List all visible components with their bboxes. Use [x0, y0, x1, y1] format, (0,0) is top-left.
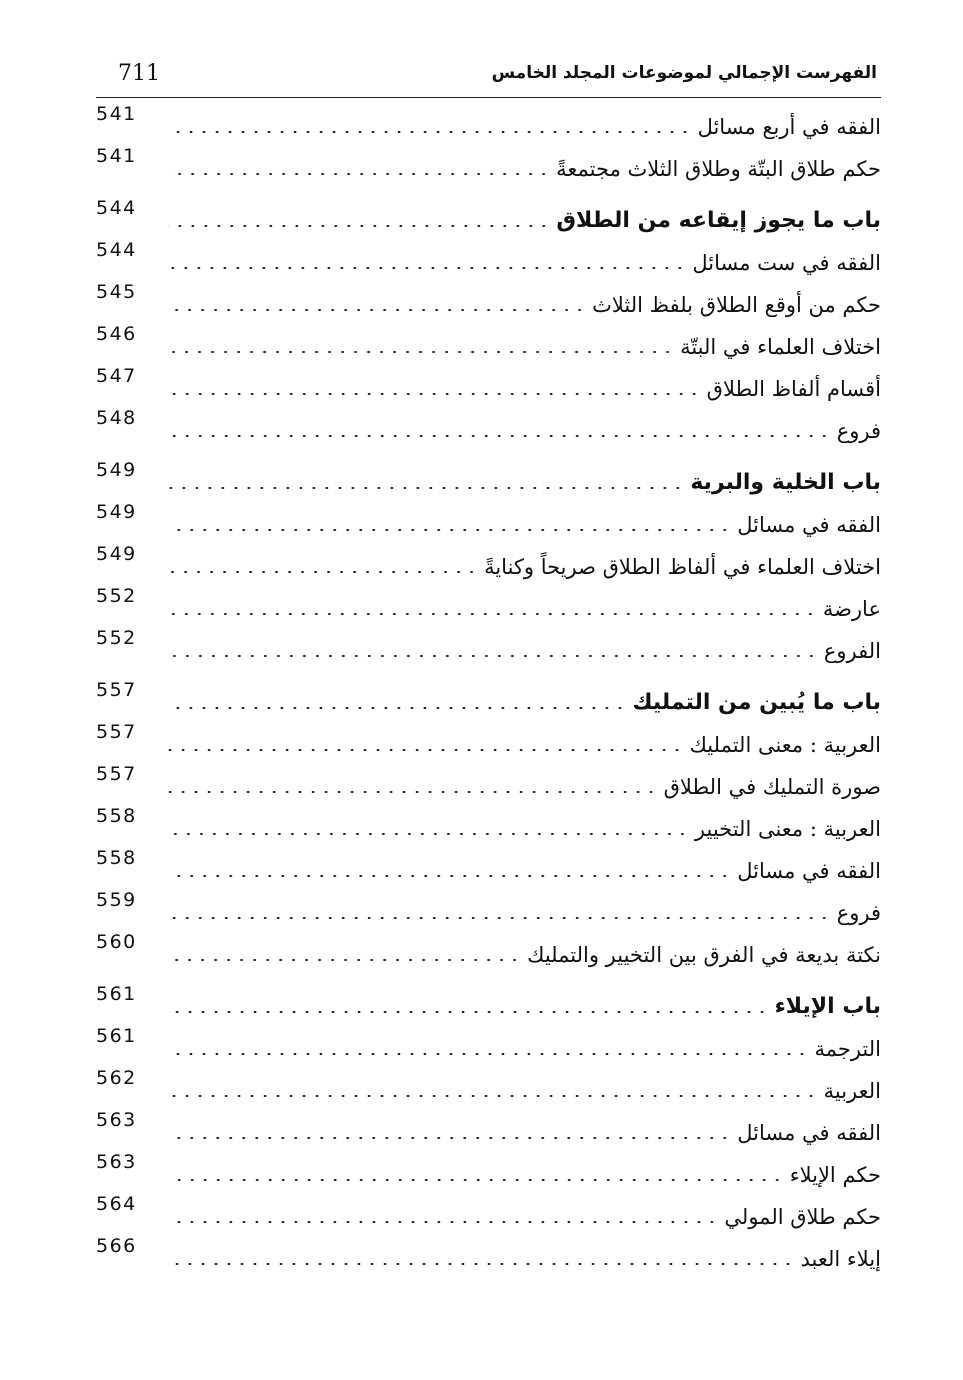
entry-title: الفقه في مسائل — [737, 1121, 881, 1145]
toc-entry-row — [96, 100, 881, 142]
toc-entry-row — [96, 582, 881, 624]
toc-entry-row — [96, 718, 881, 760]
entry-title: حكم طلاق البتّة وطلاق الثلاث مجتمعةً — [556, 157, 881, 181]
toc-entry-row — [96, 1022, 881, 1064]
toc-entry-row — [96, 320, 881, 362]
entry-page-number: 563 — [96, 1151, 137, 1173]
entry-page-number: 548 — [96, 407, 137, 429]
toc-chapter-row — [96, 980, 881, 1022]
dot-leader — [168, 131, 692, 133]
toc-entry-row — [96, 802, 881, 844]
dot-leader — [168, 959, 521, 961]
entry-page-number: 557 — [96, 721, 137, 743]
entry-title: الفروع — [823, 639, 881, 663]
entry-page-number: 566 — [96, 1235, 137, 1257]
entry-page-number: 544 — [96, 239, 137, 261]
entry-page-number: 557 — [96, 679, 137, 701]
entry-title: الفقه في أربع مسائل — [697, 115, 881, 139]
dot-leader — [168, 1221, 718, 1223]
toc-entry-row — [96, 760, 881, 802]
entry-page-number: 552 — [96, 585, 137, 607]
index-page — [96, 55, 881, 1295]
entry-title: حكم طلاق المولي — [724, 1205, 881, 1229]
dot-leader — [168, 613, 817, 615]
entry-title: العربية : معنى التخيير — [694, 817, 881, 841]
toc-entry-row — [96, 278, 881, 320]
entry-title: حكم من أوقع الطلاق بلفظ الثلاث — [592, 293, 881, 317]
entry-page-number: 558 — [96, 805, 137, 827]
dot-leader — [168, 267, 686, 269]
toc-entry-row — [96, 886, 881, 928]
toc-entry-row — [96, 498, 881, 540]
entry-page-number: 563 — [96, 1109, 137, 1131]
toc-entry-row — [96, 1190, 881, 1232]
toc-entry-row — [96, 1106, 881, 1148]
chapter-title: باب الخلية والبرية — [690, 470, 881, 495]
toc-entry-row — [96, 928, 881, 970]
entry-title: اختلاف العلماء في ألفاظ الطلاق صريحاً وكنايةً — [484, 555, 881, 579]
entry-title: فروع — [836, 419, 881, 443]
dot-leader — [168, 1179, 784, 1181]
toc-chapter-row — [96, 194, 881, 236]
toc-chapter-row — [96, 676, 881, 718]
dot-leader — [168, 393, 701, 395]
dot-leader — [168, 571, 478, 573]
dot-leader — [168, 1137, 731, 1139]
entry-page-number: 541 — [96, 103, 137, 125]
entry-page-number: 558 — [96, 847, 137, 869]
dot-leader — [168, 707, 626, 709]
entry-page-number: 546 — [96, 323, 137, 345]
toc-entry-row — [96, 236, 881, 278]
chapter-title: باب ما يجوز إيقاعه من الطلاق — [556, 208, 881, 233]
dot-leader — [168, 487, 684, 489]
entry-title: عارضة — [822, 597, 881, 621]
dot-leader — [168, 1053, 808, 1055]
entry-title: العربية : معنى التمليك — [689, 733, 881, 757]
toc-entry-row — [96, 142, 881, 184]
entry-page-number: 564 — [96, 1193, 137, 1215]
dot-leader — [168, 749, 684, 751]
entry-page-number: 562 — [96, 1067, 137, 1089]
dot-leader — [168, 1263, 795, 1265]
chapter-title: باب الإيلاء — [774, 994, 881, 1019]
toc-entry-row — [96, 624, 881, 666]
entry-title: صورة التمليك في الطلاق — [663, 775, 881, 799]
entry-title: الفقه في مسائل — [737, 513, 881, 537]
dot-leader — [168, 225, 550, 227]
dot-leader — [168, 655, 818, 657]
table-of-contents — [96, 100, 881, 1274]
dot-leader — [168, 173, 550, 175]
toc-entry-row — [96, 1148, 881, 1190]
running-header — [96, 55, 881, 98]
entry-page-number: 541 — [96, 145, 137, 167]
entry-title: اختلاف العلماء في البتّة — [680, 335, 881, 359]
entry-title: الترجمة — [814, 1037, 881, 1061]
entry-title: فروع — [836, 901, 881, 925]
dot-leader — [168, 917, 831, 919]
entry-page-number: 549 — [96, 501, 137, 523]
entry-title: إيلاء العبد — [800, 1247, 881, 1271]
dot-leader — [168, 1095, 818, 1097]
toc-entry-row — [96, 362, 881, 404]
toc-chapter-row — [96, 456, 881, 498]
entry-page-number: 561 — [96, 1025, 137, 1047]
dot-leader — [168, 309, 586, 311]
dot-leader — [168, 435, 831, 437]
entry-page-number: 552 — [96, 627, 137, 649]
toc-entry-row — [96, 540, 881, 582]
entry-title: نكتة بديعة في الفرق بين التخيير والتمليك — [527, 943, 881, 967]
dot-leader — [168, 833, 689, 835]
dot-leader — [168, 875, 731, 877]
entry-page-number: 561 — [96, 983, 137, 1005]
entry-page-number: 547 — [96, 365, 137, 387]
entry-title: العربية — [823, 1079, 881, 1103]
toc-entry-row — [96, 1232, 881, 1274]
dot-leader — [168, 791, 658, 793]
toc-entry-row — [96, 1064, 881, 1106]
entry-page-number: 557 — [96, 763, 137, 785]
entry-page-number: 544 — [96, 197, 137, 219]
page-number: 711 — [118, 61, 160, 86]
chapter-title: باب ما يُبين من التمليك — [632, 690, 881, 715]
toc-entry-row — [96, 404, 881, 446]
dot-leader — [168, 529, 731, 531]
running-header-title: الفهرست الإجمالي لموضوعات المجلد الخامس — [491, 63, 877, 83]
entry-page-number: 560 — [96, 931, 137, 953]
entry-page-number: 559 — [96, 889, 137, 911]
entry-title: أقسام ألفاظ الطلاق — [706, 377, 881, 401]
entry-title: الفقه في مسائل — [737, 859, 881, 883]
entry-page-number: 549 — [96, 543, 137, 565]
toc-entry-row — [96, 844, 881, 886]
entry-page-number: 545 — [96, 281, 137, 303]
dot-leader — [168, 351, 674, 353]
entry-title: حكم الإيلاء — [789, 1163, 881, 1187]
entry-title: الفقه في ست مسائل — [692, 251, 881, 275]
entry-page-number: 549 — [96, 459, 137, 481]
dot-leader — [168, 1011, 769, 1013]
